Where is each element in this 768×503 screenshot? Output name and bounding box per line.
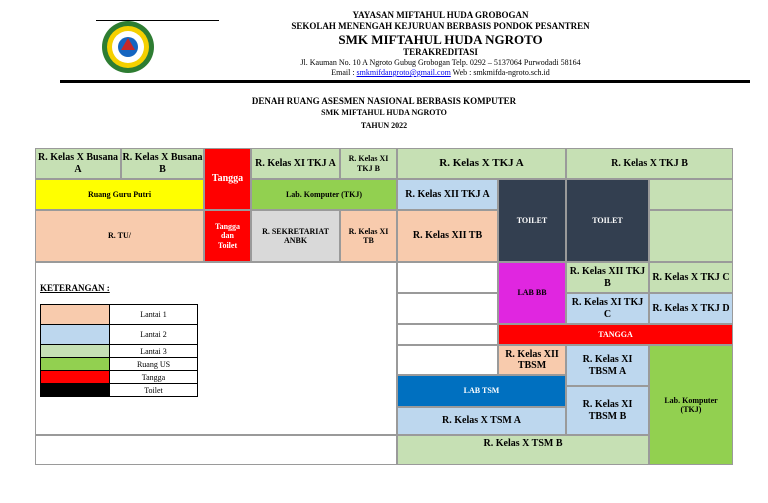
school-name: SMK MIFTAHUL HUDA NGROTO: [338, 32, 543, 47]
room-kelas-xi-tbsm-a: R. Kelas XI TBSM A: [566, 345, 649, 386]
email-label: Email :: [331, 68, 355, 77]
legend-swatch-ruang-us: [40, 357, 110, 371]
accreditation: TERAKREDITASI: [403, 47, 478, 57]
document-title: DENAH RUANG ASESMEN NASIONAL BERBASIS KOMPUTER: [251, 96, 517, 106]
room-kelas-x-tsm-a: R. Kelas X TSM A: [397, 407, 566, 435]
contact-line: [0, 68, 768, 77]
room-kelas-xi-tb: R. Kelas XI TB: [340, 210, 397, 262]
legend-label-ruang-us: Ruang US: [109, 357, 198, 371]
room-empty-white-4: [397, 345, 498, 375]
room-kelas-xii-tkj-a: R. Kelas XII TKJ A: [397, 179, 498, 210]
document-subtitle: SMK MIFTAHUL HUDA NGROTO: [321, 108, 447, 117]
legend-label-lantai-1: Lantai 1: [109, 304, 198, 325]
room-tangga-toilet: Tangga dan Toilet: [204, 210, 251, 262]
legend-swatch-lantai-1: [40, 304, 110, 325]
room-lab-tsm: LAB TSM: [397, 375, 566, 407]
room-empty-white-3: [397, 324, 498, 345]
room-lab-komputer-tkj-2: Lab. Komputer (TKJ): [649, 345, 733, 465]
empty-bottom-left: [35, 435, 397, 465]
email-link[interactable]: smkmifdangroto@gmail.com: [356, 68, 451, 77]
room-empty-white-2: [397, 293, 498, 324]
room-kelas-x-tkj-b: R. Kelas X TKJ B: [566, 148, 733, 179]
room-empty-green-2: [649, 210, 733, 262]
room-kelas-x-busana-b: R. Kelas X Busana B: [121, 148, 204, 179]
legend-swatch-toilet: [40, 383, 110, 397]
legend-label-lantai-2: Lantai 2: [109, 324, 198, 345]
room-kelas-xi-tkj-a: R. Kelas XI TKJ A: [251, 148, 340, 179]
room-toilet-1: TOILET: [498, 179, 566, 262]
legend-label-tangga: Tangga: [109, 370, 198, 384]
room-empty-white-1: [397, 262, 498, 293]
room-kelas-x-tsm-b: R. Kelas X TSM B: [397, 435, 649, 465]
room-tangga-top: Tangga: [204, 148, 251, 210]
address: Jl. Kauman No. 10 A Ngroto Gubug Grobogan Telp. 0292 – 5137064 Purwodadi 58164: [300, 58, 581, 67]
room-lab-komputer-tkj: Lab. Komputer (TKJ): [251, 179, 397, 210]
room-kelas-xii-tb: R. Kelas XII TB: [397, 210, 498, 262]
foundation-name: YAYASAN MIFTAHUL HUDA GROBOGAN: [352, 10, 529, 20]
room-empty-green-1: [649, 179, 733, 210]
legend-label-lantai-3: Lantai 3: [109, 344, 198, 358]
legend-title: KETERANGAN :: [40, 283, 110, 293]
room-kelas-xii-tbsm: R. Kelas XII TBSM: [498, 345, 566, 375]
room-ruang-guru-putri: Ruang Guru Putri: [35, 179, 204, 210]
room-kelas-xi-tkj-c: R. Kelas XI TKJ C: [566, 293, 649, 324]
room-r-tu: R. TU/: [35, 210, 204, 262]
web-address: Web : smkmifda-ngroto.sch.id: [452, 68, 550, 77]
document-year: TAHUN 2022: [360, 121, 408, 130]
room-kelas-x-busana-a: R. Kelas X Busana A: [35, 148, 121, 179]
room-kelas-x-tkj-c: R. Kelas X TKJ C: [649, 262, 733, 293]
room-kelas-x-tkj-a: R. Kelas X TKJ A: [397, 148, 566, 179]
legend-swatch-lantai-2: [40, 324, 110, 345]
school-type: SEKOLAH MENENGAH KEJURUAN BERBASIS PONDOK PESANTREN: [291, 21, 590, 31]
room-kelas-xii-tkj-b: R. Kelas XII TKJ B: [566, 262, 649, 293]
legend-swatch-tangga: [40, 370, 110, 384]
room-kelas-x-tkj-d: R. Kelas X TKJ D: [649, 293, 733, 324]
room-tangga-mid: TANGGA: [498, 324, 733, 345]
legend-swatch-lantai-3: [40, 344, 110, 358]
room-kelas-xi-tkj-b: R. Kelas XI TKJ B: [340, 148, 397, 179]
header-divider: [60, 80, 750, 83]
legend-label-toilet: Toilet: [109, 383, 198, 397]
room-lab-bb: LAB BB: [498, 262, 566, 324]
room-toilet-2: TOILET: [566, 179, 649, 262]
room-sekretariat-anbk: R. SEKRETARIAT ANBK: [251, 210, 340, 262]
room-kelas-xi-tbsm-b: R. Kelas XI TBSM B: [566, 386, 649, 435]
